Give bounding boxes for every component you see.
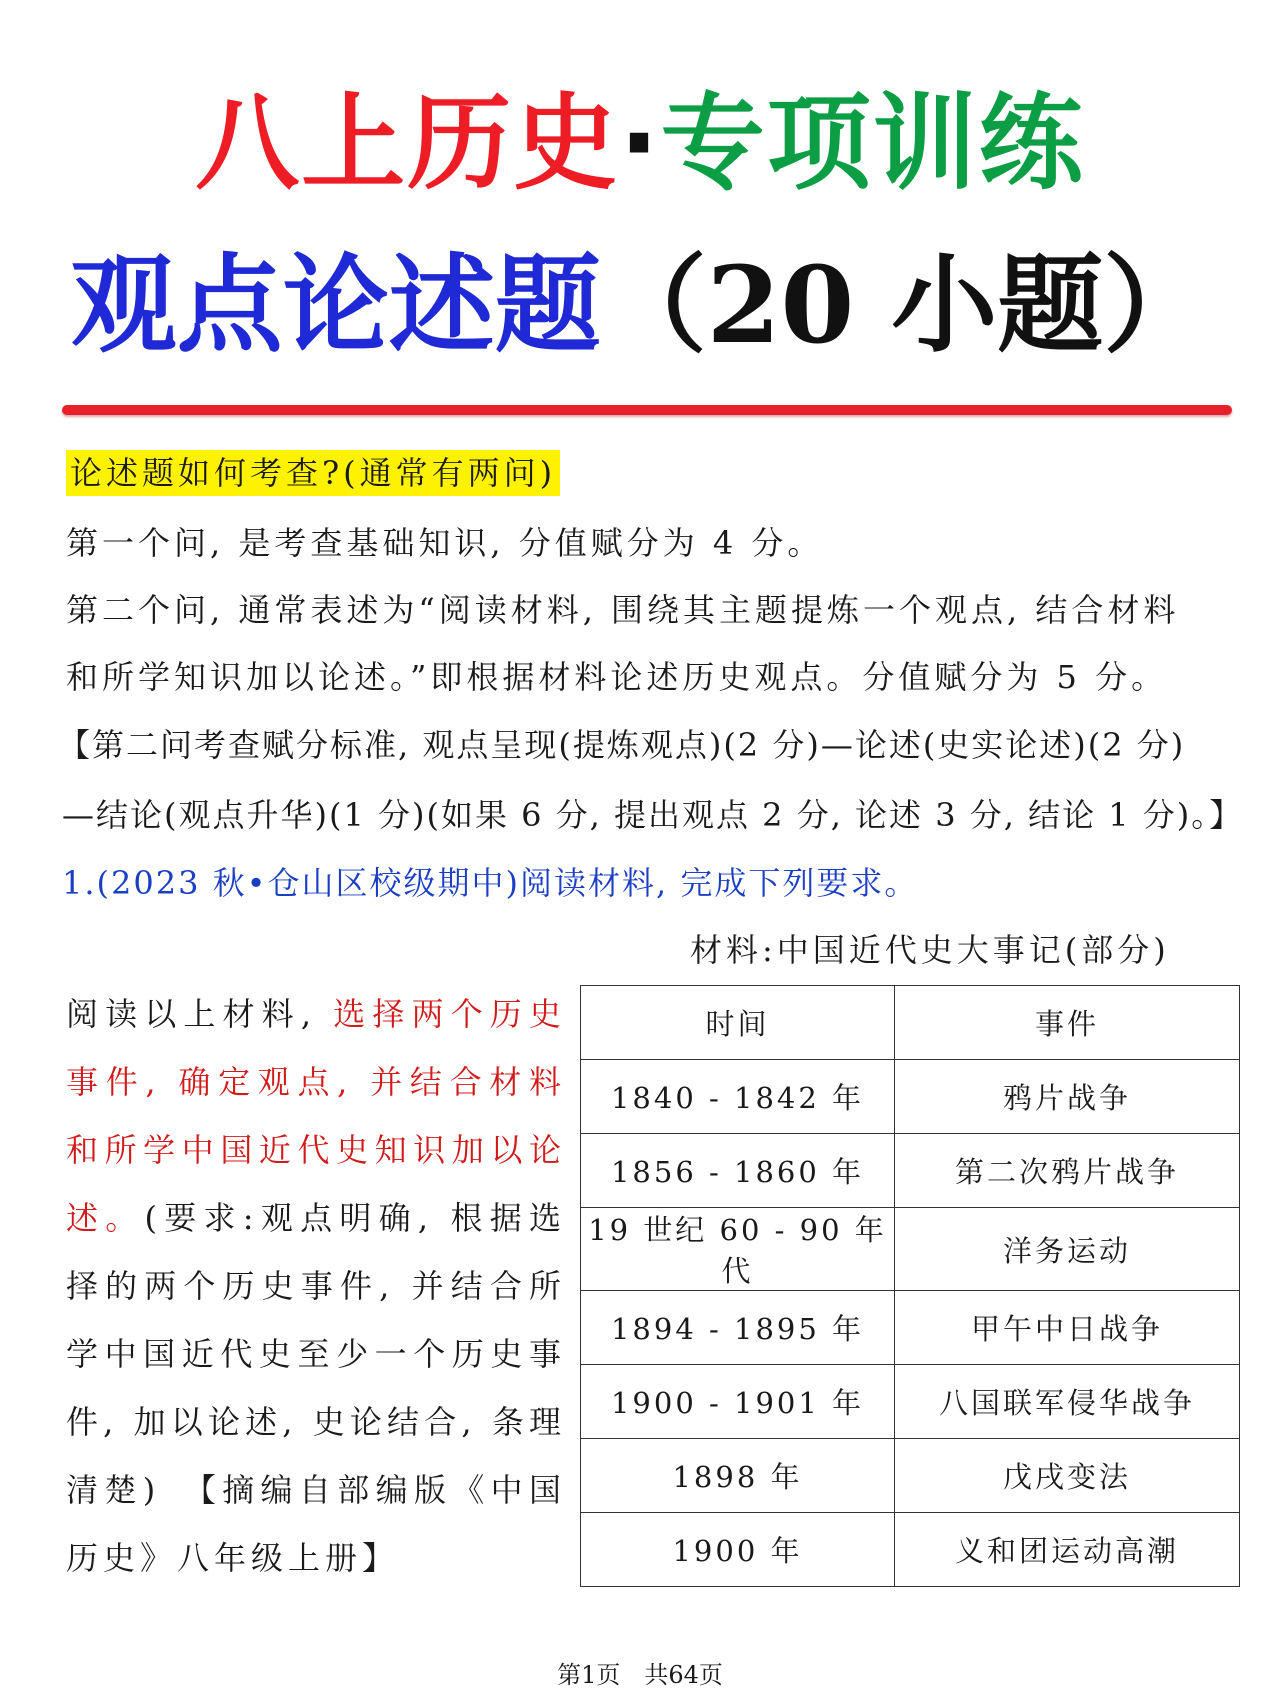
question-1-header: 1.(2023 秋•仓山区校级期中)阅读材料, 完成下列要求。 bbox=[62, 864, 919, 902]
intro-line-2: 第二个问, 通常表述为“阅读材料, 围绕其主题提炼一个观点, 结合材料 bbox=[66, 591, 1180, 629]
intro-heading-highlight: 论述题如何考查?(通常有两问) bbox=[66, 450, 560, 496]
title-divider bbox=[62, 405, 1232, 415]
table-cell-event: 戊戌变法 bbox=[895, 1439, 1240, 1513]
table-cell-event: 第二次鸦片战争 bbox=[895, 1134, 1240, 1208]
table-row bbox=[581, 1365, 1240, 1439]
prompt-requirement: 选择两个历史事件, 确定观点, 并结合材料和所学中国近代史知识加以论述。 bbox=[66, 995, 566, 1237]
table-cell-event: 义和团运动高潮 bbox=[895, 1513, 1240, 1587]
table-cell-event: 鸦片战争 bbox=[895, 1060, 1240, 1134]
intro-line-1: 第一个问, 是考查基础知识, 分值赋分为 4 分。 bbox=[66, 524, 824, 562]
page-title bbox=[0, 78, 1280, 208]
table-row bbox=[581, 1291, 1240, 1365]
intro-line-5: —结论(观点升华)(1 分)(如果 6 分, 提出观点 2 分, 论述 3 分, 结论 1 分)。】 bbox=[62, 796, 1244, 834]
table-cell-event: 甲午中日战争 bbox=[895, 1291, 1240, 1365]
table-cell-event: 八国联军侵华战争 bbox=[895, 1365, 1240, 1439]
table-cell-time: 1840 - 1842 年 bbox=[581, 1060, 895, 1134]
table-cell-time: 1900 - 1901 年 bbox=[581, 1365, 895, 1439]
question-1-prompt bbox=[66, 980, 566, 1592]
page-subtitle bbox=[0, 240, 1280, 370]
table-cell-time: 19 世纪 60 - 90 年代 bbox=[581, 1208, 895, 1291]
prompt-start: 阅读以上材料, bbox=[66, 995, 334, 1033]
title-separator: · bbox=[619, 82, 661, 204]
table-header-row bbox=[581, 986, 1240, 1060]
page-number: 第1页 共64页 bbox=[557, 1661, 723, 1689]
events-table bbox=[580, 985, 1240, 1587]
table-row bbox=[581, 1134, 1240, 1208]
table-cell-event: 洋务运动 bbox=[895, 1208, 1240, 1291]
subtitle-count: （20 小题） bbox=[600, 242, 1210, 367]
table-header-time: 时间 bbox=[581, 986, 895, 1060]
table-cell-time: 1894 - 1895 年 bbox=[581, 1291, 895, 1365]
table-cell-time: 1898 年 bbox=[581, 1439, 895, 1513]
material-caption: 材料:中国近代史大事记(部分) bbox=[690, 931, 1170, 969]
table-cell-time: 1856 - 1860 年 bbox=[581, 1134, 895, 1208]
table-row bbox=[581, 1513, 1240, 1587]
intro-line-3: 和所学知识加以论述。”即根据材料论述历史观点。分值赋分为 5 分。 bbox=[66, 658, 1168, 696]
table-cell-time: 1900 年 bbox=[581, 1513, 895, 1587]
table-row bbox=[581, 1439, 1240, 1513]
intro-heading bbox=[66, 448, 560, 494]
subtitle-topic: 观点论述题 bbox=[70, 244, 601, 367]
table-row bbox=[581, 1060, 1240, 1134]
intro-line-4: 【第二问考查赋分标准, 观点呈现(提炼观点)(2 分)—论述(史实论述)(2 分) bbox=[58, 726, 1186, 764]
title-training: 专项训练 bbox=[660, 82, 1085, 204]
table-header-event: 事件 bbox=[895, 986, 1240, 1060]
prompt-rest: (要求:观点明确, 根据选择的两个历史事件, 并结合所学中国近代史至少一个历史事件, 加以论述, 史论结合, 条理清楚) 【摘编自部编版《中国历史》八年级上册】 bbox=[66, 1199, 566, 1577]
title-subject: 八上历史 bbox=[195, 82, 620, 204]
table-row bbox=[581, 1208, 1240, 1291]
